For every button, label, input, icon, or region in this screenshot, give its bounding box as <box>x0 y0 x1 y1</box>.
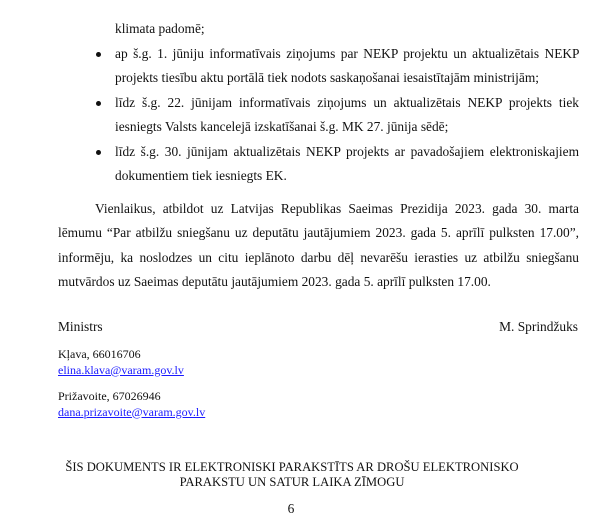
intro-tail: klimata padomē; <box>115 21 205 36</box>
contact-block <box>58 388 600 420</box>
e-signature-notice-line: ŠIS DOKUMENTS IR ELEKTRONISKI PARAKSTĪTS AR DROŠU ELEKTRONISKO <box>65 459 519 474</box>
list-item-line: līdz š.g. 22. jūnijam informatīvais ziņojums un aktualizētais NEKP projekts tiek <box>115 94 579 110</box>
contact-line: Prižavoite, 67026946 <box>58 388 161 403</box>
e-signature-notice <box>0 460 600 490</box>
list-item <box>115 91 579 140</box>
bullet-list <box>0 42 600 189</box>
paragraph-line: “Par atbilžu sniegšanu uz deputātu jautājumiem 2023. gada 5. aprīlī pulksten 17.00”, informēju, ka <box>58 225 579 265</box>
contact-email-link[interactable]: dana.prizavoite@varam.gov.lv <box>58 404 206 419</box>
contact-block <box>58 346 600 378</box>
bullet-icon <box>96 52 101 57</box>
list-item <box>115 140 579 189</box>
bullet-icon <box>96 101 101 106</box>
list-item-line: iesniegts Valsts kancelejā izskatīšanai š.g. MK 27. jūnija sēdē; <box>115 119 449 134</box>
list-item-line: līdz š.g. 30. jūnijam aktualizētais NEKP projekts ar pavadošajiem elektroniskajiem <box>115 143 579 159</box>
contact-email-link[interactable]: elina.klava@varam.gov.lv <box>58 362 184 377</box>
page-number: 6 <box>287 500 295 516</box>
e-signature-notice-line: PARAKSTU UN SATUR LAIKA ZĪMOGU <box>179 474 405 489</box>
bullet-icon <box>96 150 101 155</box>
list-item-line: projekts tiesību aktu portālā tiek nodots saskaņošanai iesaistītajām ministrijām; <box>115 70 539 85</box>
paragraph-line: deputātu jautājumiem 2023. gada 5. aprīlī pulksten 17.00. <box>181 274 491 289</box>
signature-name: M. Sprindžuks <box>499 318 578 334</box>
signature-block <box>58 319 578 335</box>
paragraph-line: Vienlaikus, atbildot uz Latvijas Republikas Saeimas Prezidija 2023. gada 30. marta lēmumu <box>58 200 579 240</box>
contact-line: Kļava, 66016706 <box>58 346 141 361</box>
paragraph-line: noslodzes un citu ieplānoto darbu dēļ nevarēšu ierasties uz atbilžu sniegšanu mutvārdos uz Saeimas <box>58 249 579 289</box>
body-paragraph <box>58 197 579 295</box>
list-item-line: dokumentiem tiek iesniegts EK. <box>115 168 287 183</box>
signature-title: Ministrs <box>58 318 103 334</box>
list-item-line: ap š.g. 1. jūniju informatīvais ziņojums par NEKP projektu un aktualizētais NEKP <box>115 45 579 61</box>
list-item <box>115 42 579 91</box>
